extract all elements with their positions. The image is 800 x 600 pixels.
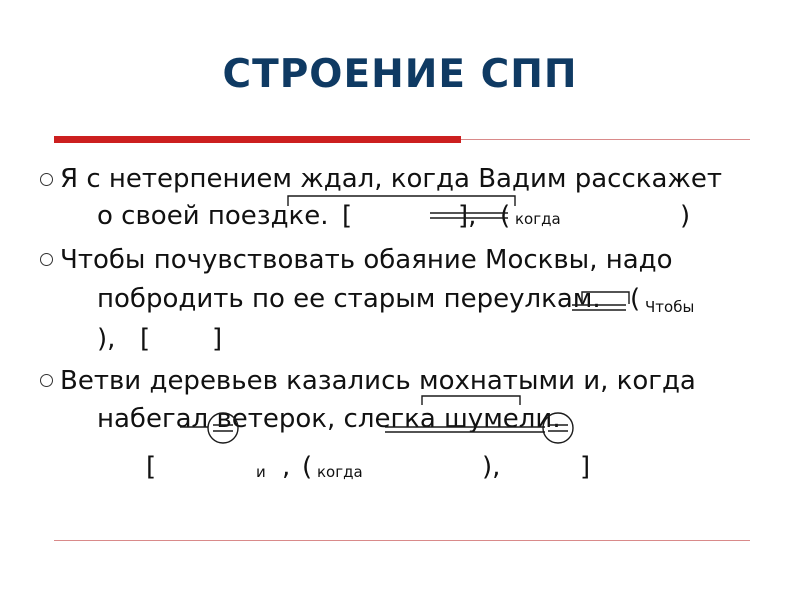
scheme-2-main-open: [: [140, 324, 151, 354]
sentence-3-line-1: Ветви деревьев казались мохнатыми и, когда: [60, 366, 696, 396]
scheme-2-main-close: ]: [212, 324, 223, 354]
scheme-3-and: и: [256, 463, 266, 481]
slide-title: СТРОЕНИЕ СПП: [222, 52, 578, 97]
connector-3: [422, 396, 520, 405]
scheme-3-main-close: ]: [580, 452, 591, 482]
connector-2: [582, 292, 629, 304]
predicate-circle-1: [208, 413, 238, 443]
connector-1: [288, 196, 515, 206]
scheme-2-conjunction: Чтобы: [645, 298, 695, 316]
scheme-1-conjunction: когда: [515, 210, 561, 228]
scheme-1-main-open: [: [342, 201, 353, 231]
scheme-3-main-open: [: [146, 452, 157, 482]
sentence-1-line-2: о своей поездке.: [97, 201, 329, 231]
scheme-3-clause-open: (: [302, 452, 313, 482]
scheme-3-clause-close: ),: [482, 452, 501, 482]
scheme-1-main-close: ],: [458, 201, 477, 231]
scheme-2-clause-close: ),: [97, 324, 116, 354]
sentence-2-line-2: побродить по ее старым переулкам.: [97, 284, 601, 314]
sentence-1-line-1: Я с нетерпением ждал, когда Вадим расскажет: [60, 164, 722, 194]
sentence-3-line-2: набегал ветерок, слегка шумели.: [97, 404, 561, 434]
sentence-2-line-1: Чтобы почувствовать обаяние Москвы, надо: [60, 245, 673, 275]
scheme-2-clause-open: (: [630, 284, 641, 314]
scheme-1-clause-close: ): [680, 201, 691, 231]
scheme-1-clause-open: (: [500, 201, 511, 231]
scheme-3-conjunction: когда: [317, 463, 363, 481]
scheme-3-comma: ,: [282, 452, 291, 482]
predicate-circle-2: [543, 413, 573, 443]
footer-divider-line: [54, 540, 750, 541]
